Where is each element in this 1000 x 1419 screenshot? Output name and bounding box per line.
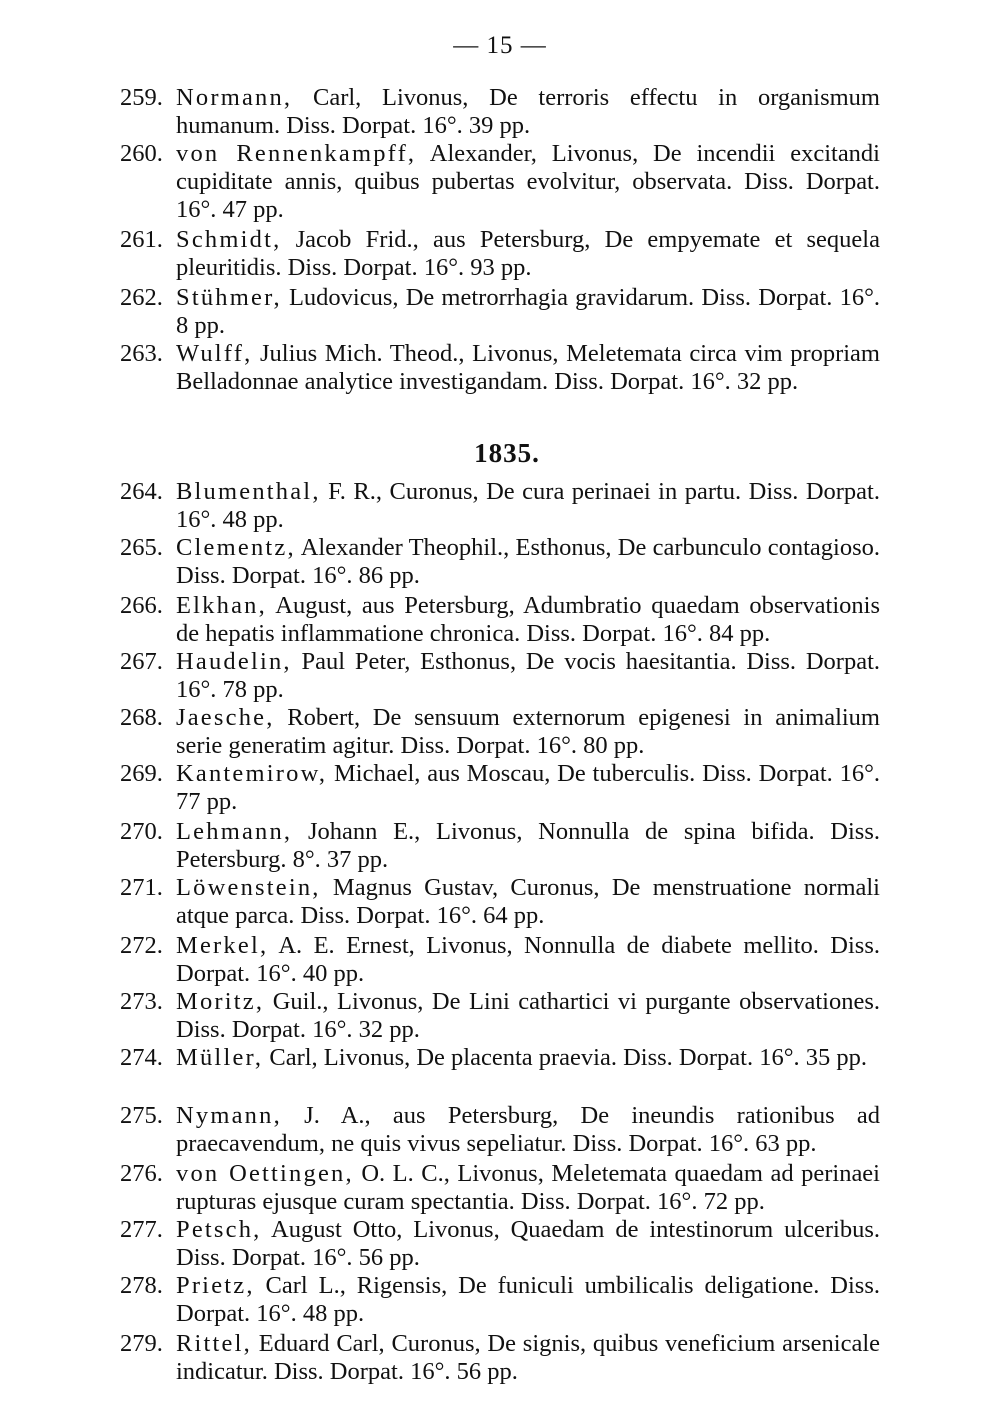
entry-author: Löwenstein, — [176, 874, 321, 901]
entry-author: Blumenthal, — [176, 478, 321, 505]
entry-text: Ludovicus, De metrorrhagia gravidarum. Diss. Dorpat. 16°. 8 pp. — [176, 284, 880, 339]
entry-text: August Otto, Livonus, Quaedam de intestinorum ulceribus. Diss. Dorpat. 16°. 56 pp. — [176, 1216, 880, 1271]
entry-author: Wulff, — [176, 340, 253, 367]
entry-number: 262. — [120, 284, 163, 311]
entry-270 — [120, 818, 880, 874]
entry-author: Stühmer, — [176, 284, 282, 311]
entry-number: 261. — [120, 226, 163, 253]
entry-author: Nymann, — [176, 1102, 282, 1129]
entry-text: August, aus Petersburg, Adumbratio quaedam observationis de hepatis inflammatione chronica. Diss. Dorpat. 16°. 84 pp. — [176, 592, 880, 647]
entry-author: Jaesche, — [176, 704, 275, 731]
entry-number: 264. — [120, 478, 163, 505]
entry-author: Moritz, — [176, 988, 265, 1015]
entry-text: Johann E., Livonus, Nonnulla de spina bifida. Diss. Petersburg. 8°. 37 pp. — [176, 818, 880, 873]
entry-number: 277. — [120, 1216, 163, 1243]
entry-267 — [120, 648, 880, 704]
entry-text: Michael, aus Moscau, De tuberculis. Diss. Dorpat. 16°. 77 pp. — [176, 760, 880, 815]
entry-274 — [120, 1044, 880, 1072]
entry-271 — [120, 874, 880, 930]
entry-278 — [120, 1272, 880, 1328]
entry-number: 267. — [120, 648, 163, 675]
entry-260 — [120, 140, 880, 224]
entry-author: Clementz, — [176, 534, 296, 561]
entry-author: Haudelin, — [176, 648, 292, 675]
entry-text: F. R., Curonus, De cura perinaei in partu. Diss. Dorpat. 16°. 48 pp. — [176, 478, 880, 533]
entry-number: 275. — [120, 1102, 163, 1129]
entry-272 — [120, 932, 880, 988]
entry-number: 265. — [120, 534, 163, 561]
entry-text: Julius Mich. Theod., Livonus, Meletemata circa vim propriam Belladonnae analytice investigandam. Diss. Dorpat. 16°. 32 pp. — [176, 340, 880, 395]
entry-text: Paul Peter, Esthonus, De vocis haesitantia. Diss. Dorpat. 16°. 78 pp. — [176, 648, 880, 703]
entry-number: 268. — [120, 704, 163, 731]
entry-number: 272. — [120, 932, 163, 959]
entry-273 — [120, 988, 880, 1044]
entry-text: Carl L., Rigensis, De funiculi umbilicalis deligatione. Diss. Dorpat. 16°. 48 pp. — [176, 1272, 880, 1327]
entry-number: 266. — [120, 592, 163, 619]
entry-261 — [120, 226, 880, 282]
entry-author: Petsch, — [176, 1216, 262, 1243]
entry-number: 259. — [120, 84, 163, 111]
entry-text: Alexander, Livonus, De incendii excitandi cupiditate annis, quibus pubertas evolvitur, observata. Diss. Dorpat. 16°. 47 pp. — [176, 140, 880, 223]
entry-author: von Oettingen, — [176, 1160, 354, 1187]
entry-author: Merkel, — [176, 932, 269, 959]
entry-number: 260. — [120, 140, 163, 167]
entry-author: Normann, — [176, 84, 293, 111]
entry-author: von Rennenkampff, — [176, 140, 417, 167]
entry-number: 263. — [120, 340, 163, 367]
entry-number: 273. — [120, 988, 163, 1015]
entry-author: Prietz, — [176, 1272, 255, 1299]
entry-author: Lehmann, — [176, 818, 293, 845]
entry-text: Alexander Theophil., Esthonus, De carbunculo contagioso. Diss. Dorpat. 16°. 86 pp. — [176, 534, 880, 589]
entry-author: Elkhan, — [176, 592, 267, 619]
entry-number: 269. — [120, 760, 163, 787]
entry-text: A. E. Ernest, Livonus, Nonnulla de diabete mellito. Diss. Dorpat. 16°. 40 pp. — [176, 932, 880, 987]
page-number: — 15 — — [453, 32, 547, 59]
entry-268 — [120, 704, 880, 760]
entry-259 — [120, 84, 880, 140]
entry-277 — [120, 1216, 880, 1272]
entry-text: J. A., aus Petersburg, De ineundis rationibus ad praecavendum, ne quis vivus sepeliatur. Diss. Dorpat. 16°. 63 pp. — [176, 1102, 880, 1157]
entry-262 — [120, 284, 880, 340]
entry-264 — [120, 478, 880, 534]
entry-author: Müller, — [176, 1044, 264, 1071]
entry-number: 278. — [120, 1272, 163, 1299]
entry-number: 270. — [120, 818, 163, 845]
year-heading: 1835. — [474, 438, 540, 468]
entry-263 — [120, 340, 880, 396]
entry-author: Schmidt, — [176, 226, 282, 253]
entry-265 — [120, 534, 880, 590]
entry-275 — [120, 1102, 880, 1158]
entry-269 — [120, 760, 880, 816]
entry-text: Carl, Livonus, De placenta praevia. Diss. Dorpat. 16°. 35 pp. — [263, 1044, 868, 1071]
entry-276 — [120, 1160, 880, 1216]
entry-number: 274. — [120, 1044, 163, 1071]
entry-number: 271. — [120, 874, 163, 901]
entry-text: Carl, Livonus, De terroris effectu in organismum humanum. Diss. Dorpat. 16°. 39 pp. — [176, 84, 880, 139]
entry-279 — [120, 1330, 880, 1386]
entry-number: 279. — [120, 1330, 163, 1357]
entry-text: Guil., Livonus, De Lini cathartici vi purgante observationes. Diss. Dorpat. 16°. 32 pp. — [176, 988, 880, 1043]
entry-266 — [120, 592, 880, 648]
entry-text: Jacob Frid., aus Petersburg, De empyemate et sequela pleuritidis. Diss. Dorpat. 16°. 93 pp. — [176, 226, 880, 281]
entry-author: Kantemirow, — [176, 760, 328, 787]
entry-text: O. L. C., Livonus, Meletemata quaedam ad perinaei rupturas ejusque curam spectantia. Diss. Dorpat. 16°. 72 pp. — [176, 1160, 880, 1215]
entry-text: Magnus Gustav, Curonus, De menstruatione normali atque parca. Diss. Dorpat. 16°. 64 pp. — [176, 874, 880, 929]
entry-author: Rittel, — [176, 1330, 252, 1357]
entry-text: Eduard Carl, Curonus, De signis, quibus veneficium arsenicale indicatur. Diss. Dorpat. 16°. 56 pp. — [176, 1330, 880, 1385]
entry-number: 276. — [120, 1160, 163, 1187]
entry-text: Robert, De sensuum externorum epigenesi in animalium serie generatim agitur. Diss. Dorpat. 16°. 80 pp. — [176, 704, 880, 759]
